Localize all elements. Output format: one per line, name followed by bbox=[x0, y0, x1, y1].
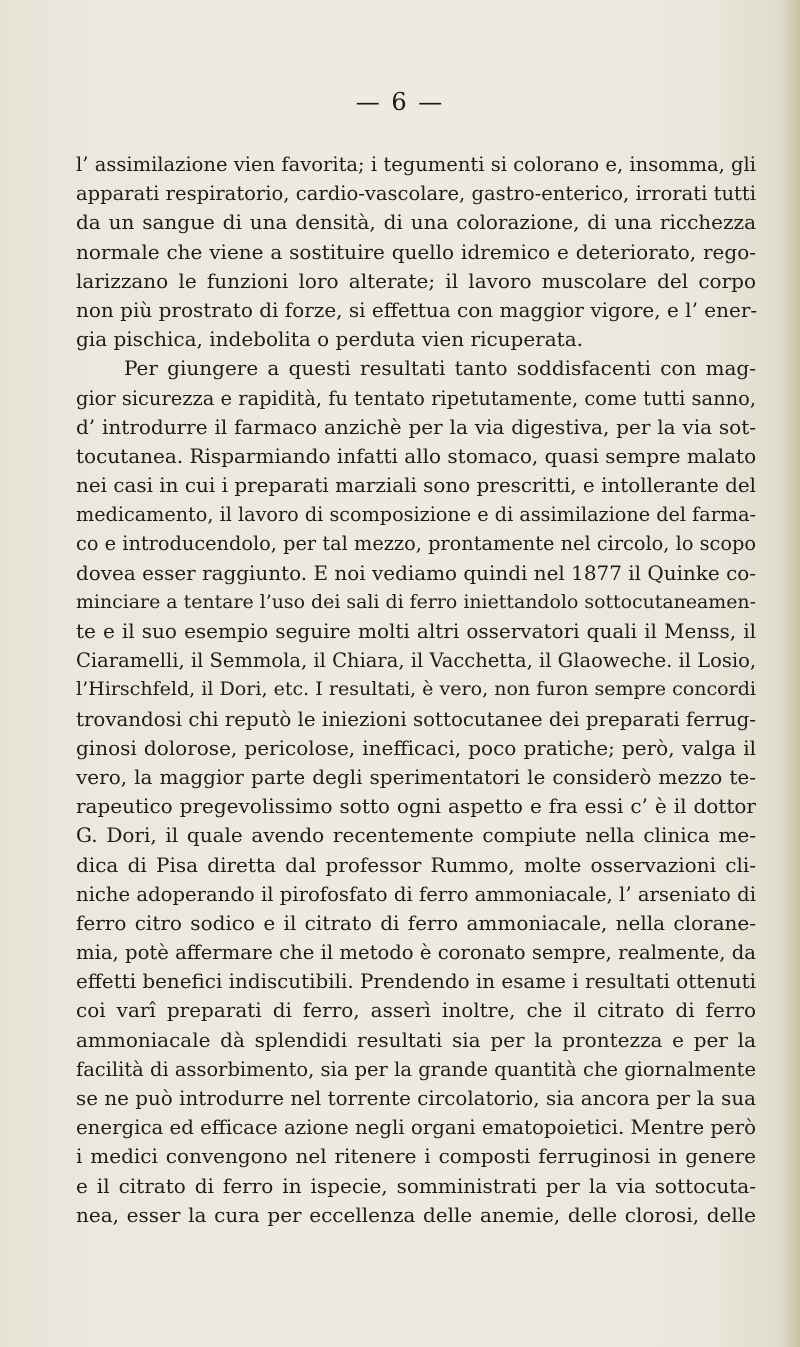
text-line: l’ assimilazione vien favorita; i tegumenti si colorano e, insomma, gli bbox=[76, 153, 756, 176]
text-line: minciare a tentare l’uso dei sali di ferro iniettandolo sottocutaneamen- bbox=[76, 590, 756, 613]
text-line: apparati respiratorio, cardio-vascolare, gastro-enterico, irrorati tutti bbox=[76, 182, 756, 206]
text-line: normale che viene a sostituire quello idremico e deteriorato, rego- bbox=[76, 239, 756, 264]
text-line: i medici convengono nel ritenere i composti ferruginosi in genere bbox=[76, 1144, 756, 1169]
text-line: vero, la maggior parte degli sperimentatori le considerò mezzo te- bbox=[76, 764, 756, 789]
text-line: tocutanea. Risparmiando infatti allo stomaco, quasi sempre malato bbox=[76, 443, 757, 468]
text-line: niche adoperando il pirofosfato di ferro ammoniacale, l’ arseniato di bbox=[76, 882, 756, 906]
text-line: ammoniacale dà splendidi resultati sia per la prontezza e per la bbox=[76, 1027, 756, 1052]
text-line: nea, esser la cura per eccellenza delle anemie, delle clorosi, delle bbox=[76, 1202, 756, 1227]
text-line: d’ introdurre il farmaco anzichè per la via digestiva, per la via sot- bbox=[76, 414, 756, 439]
text-line: ginosi dolorose, pericolose, inefficaci, poco pratiche; però, valga il bbox=[76, 735, 756, 760]
text-line: effetti benefici indiscutibili. Prendendo in esame i resultati ottenuti bbox=[76, 970, 756, 994]
page-number: — 6 — bbox=[355, 88, 445, 116]
text-line: gior sicurezza e rapidità, fu tentato ripetutamente, come tutti sanno, bbox=[76, 386, 756, 410]
text-line: coi varî preparati di ferro, asserì inoltre, che il citrato di ferro bbox=[76, 998, 756, 1023]
text-line: G. Dori, il quale avendo recentemente compiute nella clinica me- bbox=[76, 823, 756, 848]
text-line: medicamento, il lavoro di scomposizione e di assimilazione del farma- bbox=[76, 503, 756, 527]
text-line: non più prostrato di forze, si effettua con maggior vigore, e l’ ener- bbox=[76, 297, 758, 322]
text-line: co e introducendolo, per tal mezzo, prontamente nel circolo, lo scopo bbox=[76, 532, 756, 556]
text-line: gia pischica, indebolita o perduta vien ricuperata. bbox=[76, 327, 583, 352]
text-line: e il citrato di ferro in ispecie, somministrati per la via sottocuta- bbox=[76, 1173, 756, 1198]
text-line: facilità di assorbimento, sia per la grande quantità che giornalmente bbox=[76, 1057, 756, 1081]
text-line: Ciaramelli, il Semmola, il Chiara, il Vacchetta, il Glaoweche. il Losio, bbox=[76, 649, 757, 673]
text-line: dovea esser raggiunto. E noi vediamo quindi nel 1877 il Quinke co- bbox=[76, 560, 756, 585]
text-line: se ne può introdurre nel torrente circolatorio, sia ancora per la sua bbox=[76, 1087, 756, 1110]
text-line: mia, potè affermare che il metodo è coronato sempre, realmente, da bbox=[76, 941, 756, 965]
text-line: dica di Pisa diretta dal professor Rummo, molte osservazioni cli- bbox=[76, 852, 756, 877]
text-line: te e il suo esempio seguire molti altri osservatori quali il Menss, il bbox=[76, 619, 756, 643]
page-edge-discoloration bbox=[778, 0, 800, 1347]
paragraph-first-line: Per giungere a questi resultati tanto soddisfacenti con mag- bbox=[124, 356, 756, 381]
text-line: larizzano le funzioni loro alterate; il lavoro muscolare del corpo bbox=[76, 268, 756, 293]
text-line: nei casi in cui i preparati marziali sono prescritti, e intollerante del bbox=[76, 474, 756, 498]
text-line: energica ed efficace azione negli organi ematopoietici. Mentre però bbox=[76, 1116, 757, 1140]
body-text bbox=[76, 150, 756, 1230]
text-line: trovandosi chi reputò le iniezioni sottocutanee dei preparati ferrug- bbox=[76, 707, 756, 731]
text-line: ferro citro sodico e il citrato di ferro ammoniacale, nella clorane- bbox=[76, 910, 756, 935]
text-line: rapeutico pregevolissimo sotto ogni aspetto e fra essi c’ è il dottor bbox=[76, 794, 756, 819]
text-line: l’Hirschfeld, il Dori, etc. I resultati, è vero, non furon sempre concordi bbox=[76, 678, 756, 701]
text-line: da un sangue di una densità, di una colorazione, di una ricchezza bbox=[76, 210, 756, 235]
